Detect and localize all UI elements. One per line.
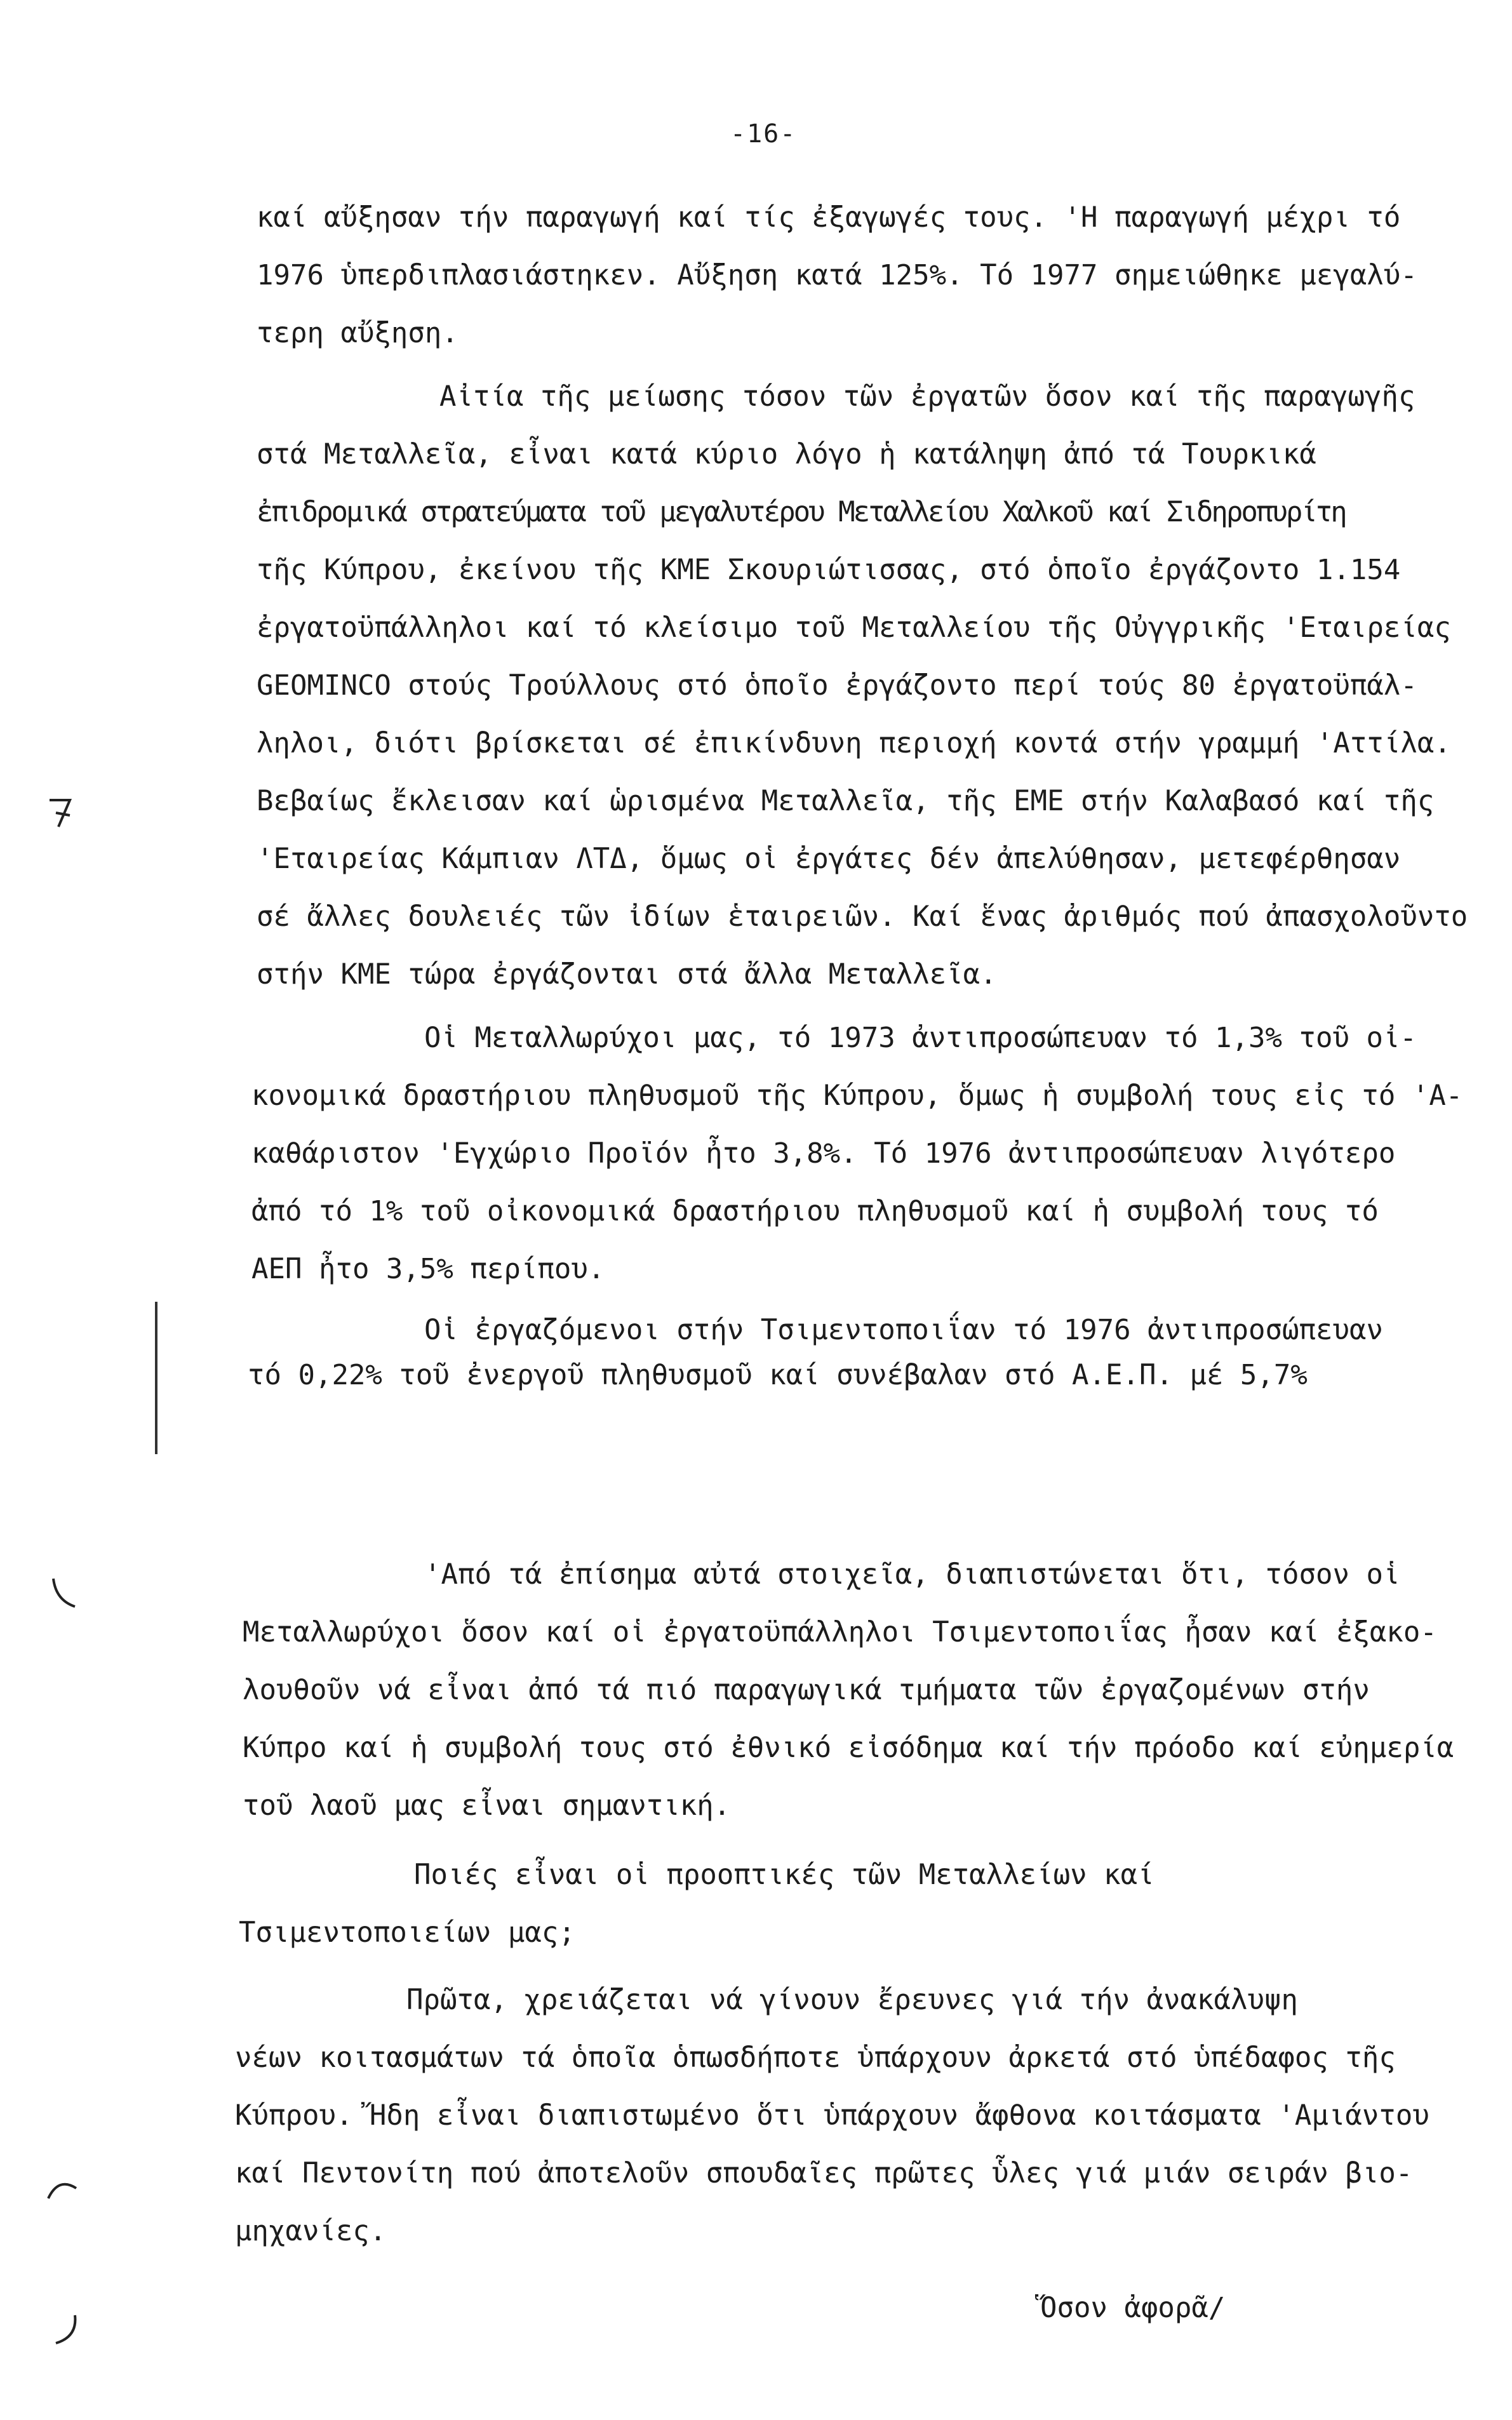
text-line: καί αὔξησαν τήν παραγωγή καί τίς ἐξαγωγές τους. 'Η παραγωγή μέχρι τό: [257, 201, 1401, 234]
margin-hook-icon: [44, 2172, 83, 2203]
text-line: 'Από τά ἐπίσημα αὐτά στοιχεῖα, διαπιστώνεται ὅτι, τόσον οἱ: [424, 1558, 1400, 1591]
text-line: GEOMINCO στούς Τρούλλους στό ὁποῖο ἐργάζοντο περί τούς 80 ἐργατοϋπάλ-: [257, 669, 1417, 702]
text-line: Κύπρου. Ἤδη εἶναι διαπιστωμένο ὅτι ὑπάρχουν ἄφθονα κοιτάσματα 'Αμιάντου: [235, 2099, 1429, 2132]
text-line: ληλοι, διότι βρίσκεται σέ ἐπικίνδυνη περιοχή κοντά στήν γραμμή 'Αττίλα.: [257, 727, 1451, 759]
text-line: ἀπό τό 1% τοῦ οἰκονομικά δραστήριου πληθυσμοῦ καί ἡ συμβολή τους τό: [251, 1195, 1379, 1227]
text-line: Οἱ Μεταλλωρύχοι μας, τό 1973 ἀντιπροσώπευαν τό 1,3% τοῦ οἰ-: [424, 1022, 1417, 1054]
text-line: στά Μεταλλεῖα, εἶναι κατά κύριο λόγο ἡ κατάληψη ἀπό τά Τουρκικά: [257, 438, 1316, 471]
text-line: ΑΕΠ ἦτο 3,5% περίπου.: [251, 1253, 605, 1285]
text-line: νέων κοιτασμάτων τά ὁποῖα ὁπωσδήποτε ὑπάρχουν ἀρκετά στό ὑπέδαφος τῆς: [235, 2042, 1396, 2074]
text-line: Ποιές εἶναι οἱ προοπτικές τῶν Μεταλλείων καί: [414, 1859, 1154, 1891]
text-line: τό 0,22% τοῦ ἐνεργοῦ πληθυσμοῦ καί συνέβαλαν στό Α.Ε.Π. μέ 5,7%: [248, 1359, 1308, 1391]
text-line: καθάριστον 'Εγχώριο Προϊόν ἦτο 3,8%. Τό 1976 ἀντιπροσώπευαν λιγότερο: [251, 1137, 1396, 1170]
text-line: Τσιμεντοποιείων μας;: [239, 1916, 575, 1949]
text-line: μηχανίες.: [235, 2215, 387, 2247]
page-number: -16-: [730, 119, 797, 149]
text-line: σέ ἄλλες δουλειές τῶν ἰδίων ἑταιρειῶν. Καί ἕνας ἀριθμός πού ἀπασχολοῦντο: [257, 900, 1468, 933]
catchword: Ὅσον ἀφορᾶ/: [1040, 2292, 1226, 2324]
text-line: τῆς Κύπρου, ἐκείνου τῆς ΚΜΕ Σκουριώτισσας, στό ὁποῖο ἐργάζοντο 1.154: [257, 554, 1401, 586]
text-line: καί Πεντονίτη πού ἀποτελοῦν σπουδαῖες πρῶτες ὗλες γιά μιάν σειράν βιο-: [235, 2157, 1413, 2189]
margin-arrow-icon: [44, 794, 83, 832]
text-line: Πρῶτα, χρειάζεται νά γίνουν ἔρευνες γιά τήν ἀνακάλυψη: [406, 1984, 1298, 2016]
text-line: Αἰτία τῆς μείωσης τόσον τῶν ἐργατῶν ὅσον καί τῆς παραγωγῆς: [439, 380, 1415, 413]
text-line: λουθοῦν νά εἶναι ἀπό τά πιό παραγωγικά τμήματα τῶν ἐργαζομένων στήν: [243, 1674, 1370, 1706]
margin-bracket-icon: [50, 1575, 81, 1613]
text-line: Μεταλλωρύχοι ὅσον καί οἱ ἐργατοϋπάλληλοι Τσιμεντοποιΐας ἦσαν καί ἐξακο-: [243, 1616, 1437, 1648]
text-line: ἐπιδρομικά στρατεύματα τοῦ μεγαλυτέρου Μεταλλείου Χαλκοῦ καί Σιδηροπυρίτη: [257, 496, 1346, 528]
margin-line-mark: [155, 1302, 157, 1454]
text-line: στήν ΚΜΕ τώρα ἐργάζονται στά ἄλλα Μεταλλεῖα.: [257, 958, 997, 991]
text-line: Κύπρο καί ἡ συμβολή τους στό ἐθνικό εἰσόδημα καί τήν πρόοδο καί εὐημερία: [243, 1732, 1454, 1764]
margin-bracket-icon: [50, 2311, 81, 2350]
text-line: κονομικά δραστήριου πληθυσμοῦ τῆς Κύπρου, ὅμως ἡ συμβολή τους εἰς τό 'Α-: [251, 1080, 1463, 1112]
text-line: 1976 ὑπερδιπλασιάστηκεν. Αὔξηση κατά 125%. Τό 1977 σημειώθηκε μεγαλύ-: [257, 259, 1417, 291]
text-line: 'Εταιρείας Κάμπιαν ΛΤΔ, ὅμως οἱ ἐργάτες δέν ἀπελύθησαν, μετεφέρθησαν: [257, 843, 1401, 875]
text-line: τοῦ λαοῦ μας εἶναι σημαντική.: [243, 1789, 731, 1822]
text-line: Οἱ ἐργαζόμενοι στήν Τσιμεντοποιΐαν τό 1976 ἀντιπροσώπευαν: [424, 1314, 1383, 1346]
text-line: ἐργατοϋπάλληλοι καί τό κλείσιμο τοῦ Μεταλλείου τῆς Οὐγγρικῆς 'Εταιρείας: [257, 612, 1451, 644]
text-line: Βεβαίως ἔκλεισαν καί ὡρισμένα Μεταλλεῖα, τῆς ΕΜΕ στήν Καλαβασό καί τῆς: [257, 785, 1435, 817]
text-line: τερη αὔξηση.: [257, 317, 458, 349]
